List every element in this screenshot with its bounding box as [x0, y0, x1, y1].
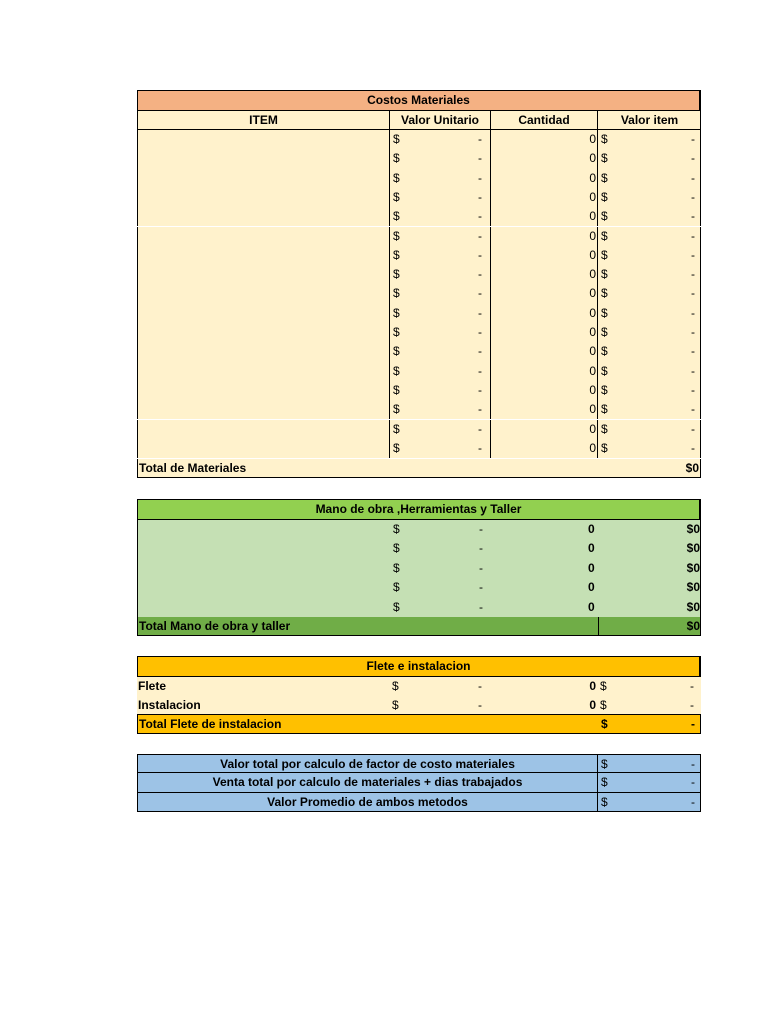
summary-currency: $ — [601, 757, 608, 771]
quantity: 0 — [589, 247, 596, 262]
materials-item-cell — [138, 227, 390, 246]
item-value: - — [691, 382, 695, 397]
quantity: 0 — [589, 325, 596, 339]
item-currency: $ — [601, 440, 608, 455]
unit-value: - — [478, 151, 482, 166]
unit-currency: $ — [393, 151, 400, 166]
item-value: - — [691, 247, 695, 262]
materials-item-cell — [138, 323, 390, 342]
summary-value-cell — [598, 755, 701, 772]
materials-row — [137, 265, 701, 284]
labor-title-bar — [137, 499, 701, 520]
materials-title: Costos Materiales — [367, 93, 470, 107]
materials-unit-value-cell — [390, 362, 491, 381]
quantity: 0 — [589, 344, 596, 359]
materials-unit-value-cell — [390, 207, 491, 226]
materials-item-cell — [138, 149, 390, 168]
materials-unit-value-cell — [390, 246, 491, 265]
unit-value: - — [479, 580, 483, 595]
freight-row — [137, 696, 701, 715]
labor-row — [137, 539, 701, 558]
item-currency: $ — [601, 247, 608, 262]
materials-total-label: Total de Materiales — [139, 461, 247, 475]
materials-unit-value-cell — [390, 130, 491, 149]
quantity: 0 — [589, 440, 596, 455]
materials-quantity-cell — [491, 400, 598, 419]
materials-row — [137, 207, 701, 226]
summary-label: Valor total por calculo de factor de costo materiales — [138, 755, 598, 772]
item-currency: $ — [601, 132, 608, 146]
quantity: 0 — [589, 382, 596, 397]
materials-item-cell — [138, 342, 390, 361]
unit-value: - — [479, 560, 483, 575]
item-value: - — [691, 402, 695, 417]
quantity: 0 — [589, 132, 596, 146]
column-header-item-value: Valor item — [620, 113, 679, 127]
materials-quantity-cell — [491, 420, 598, 439]
materials-header-row — [137, 111, 701, 130]
item-value: $0 — [686, 541, 700, 556]
item-currency: $ — [601, 151, 608, 166]
materials-item-cell — [138, 439, 390, 458]
materials-row — [137, 284, 701, 303]
item-currency: $ — [601, 286, 608, 301]
unit-value: - — [478, 170, 482, 185]
item-currency: $ — [601, 305, 608, 320]
quantity: 0 — [589, 421, 596, 436]
column-header-unit-value: Valor Unitario — [390, 111, 491, 129]
unit-currency: $ — [392, 697, 399, 712]
item-value: - — [690, 679, 694, 693]
unit-currency: $ — [393, 402, 400, 417]
item-value: - — [691, 151, 695, 166]
materials-quantity-cell — [491, 323, 598, 342]
materials-row — [137, 130, 701, 149]
unit-value: - — [478, 421, 482, 436]
labor-total-row — [137, 617, 701, 636]
materials-quantity-cell — [491, 265, 598, 284]
materials-item-cell — [138, 246, 390, 265]
quantity: 0 — [588, 599, 595, 614]
materials-quantity-cell — [491, 130, 598, 149]
unit-value: - — [478, 132, 482, 146]
materials-item-cell — [138, 169, 390, 188]
materials-quantity-cell — [491, 169, 598, 188]
materials-quantity-cell — [491, 188, 598, 207]
materials-item-value-cell — [598, 362, 701, 381]
unit-value: - — [478, 440, 482, 455]
item-currency: $ — [601, 421, 608, 436]
unit-currency: $ — [392, 679, 399, 693]
summary-value-cell — [598, 773, 701, 791]
unit-value: - — [478, 189, 482, 204]
labor-row — [137, 598, 701, 617]
freight-total-row — [137, 714, 701, 734]
freight-total-label: Total Flete de instalacion — [139, 717, 282, 731]
unit-currency: $ — [393, 267, 400, 282]
quantity: 0 — [588, 580, 595, 595]
materials-quantity-cell — [491, 149, 598, 168]
materials-quantity-cell — [491, 362, 598, 381]
freight-label: Flete — [138, 679, 167, 693]
item-value: - — [691, 421, 695, 436]
summary-currency: $ — [601, 794, 608, 809]
materials-item-cell — [138, 130, 390, 149]
materials-item-cell — [138, 304, 390, 323]
materials-quantity-cell — [491, 284, 598, 303]
item-value: - — [691, 305, 695, 320]
materials-row — [137, 342, 701, 361]
quantity: 0 — [588, 560, 595, 575]
item-value: - — [691, 363, 695, 378]
unit-currency: $ — [393, 228, 400, 243]
materials-row — [137, 381, 701, 400]
materials-unit-value-cell — [390, 420, 491, 439]
unit-value: - — [479, 599, 483, 614]
materials-item-value-cell — [598, 169, 701, 188]
materials-item-value-cell — [598, 188, 701, 207]
item-currency: $ — [601, 402, 608, 417]
item-currency: $ — [601, 363, 608, 378]
item-currency: $ — [601, 189, 608, 204]
labor-row — [137, 520, 701, 539]
freight-row — [137, 677, 701, 696]
materials-row — [137, 323, 701, 342]
materials-item-value-cell — [598, 207, 701, 226]
materials-item-cell — [138, 284, 390, 303]
materials-item-cell — [138, 420, 390, 439]
materials-item-value-cell — [598, 420, 701, 439]
freight-item-value-cell — [597, 677, 700, 696]
item-currency: $ — [600, 679, 607, 693]
materials-quantity-cell — [491, 207, 598, 226]
unit-currency: $ — [393, 541, 400, 556]
quantity: 0 — [589, 697, 596, 712]
materials-row — [137, 420, 701, 439]
freight-item-value-cell — [597, 696, 700, 715]
materials-item-value-cell — [598, 400, 701, 419]
unit-value: - — [478, 382, 482, 397]
item-value: - — [691, 344, 695, 359]
materials-title-bar — [137, 90, 701, 111]
unit-currency: $ — [393, 209, 400, 224]
item-currency: $ — [601, 325, 608, 339]
materials-unit-value-cell — [390, 188, 491, 207]
unit-currency: $ — [393, 382, 400, 397]
quantity: 0 — [589, 402, 596, 417]
labor-unit-value-cell — [390, 598, 491, 617]
quantity: 0 — [589, 228, 596, 243]
freight-unit-value-cell — [389, 677, 490, 696]
materials-row — [137, 362, 701, 381]
unit-value: - — [478, 305, 482, 320]
unit-currency: $ — [393, 189, 400, 204]
unit-value: - — [478, 286, 482, 301]
labor-row — [137, 578, 701, 597]
unit-value: - — [478, 402, 482, 417]
item-value: - — [690, 697, 694, 712]
unit-value: - — [479, 541, 483, 556]
quantity: 0 — [588, 541, 595, 556]
materials-unit-value-cell — [390, 265, 491, 284]
materials-item-cell — [138, 400, 390, 419]
materials-row — [137, 400, 701, 419]
freight-title: Flete e instalacion — [366, 659, 471, 673]
item-value: - — [691, 209, 695, 224]
item-value: $0 — [686, 522, 700, 536]
unit-currency: $ — [393, 440, 400, 455]
item-currency: $ — [601, 267, 608, 282]
materials-item-value-cell — [598, 227, 701, 246]
unit-currency: $ — [393, 522, 400, 536]
materials-unit-value-cell — [390, 284, 491, 303]
labor-total-value: $0 — [686, 619, 700, 633]
summary-value: - — [691, 775, 695, 790]
item-value: - — [691, 267, 695, 282]
labor-unit-value-cell — [390, 559, 491, 578]
unit-currency: $ — [393, 286, 400, 301]
materials-item-cell — [138, 362, 390, 381]
item-value: $0 — [686, 560, 700, 575]
summary-currency: $ — [601, 775, 608, 790]
quantity: 0 — [589, 170, 596, 185]
unit-currency: $ — [393, 599, 400, 614]
unit-currency: $ — [393, 560, 400, 575]
unit-value: - — [478, 344, 482, 359]
unit-value: - — [478, 247, 482, 262]
materials-item-value-cell — [598, 381, 701, 400]
summary-row — [137, 754, 701, 773]
quantity: 0 — [589, 363, 596, 378]
materials-row — [137, 227, 701, 246]
unit-currency: $ — [393, 305, 400, 320]
item-value: $0 — [686, 599, 700, 614]
materials-item-cell — [138, 265, 390, 284]
summary-value: - — [691, 794, 695, 809]
materials-item-value-cell — [598, 323, 701, 342]
materials-row — [137, 169, 701, 188]
materials-total-value: $0 — [685, 461, 699, 475]
materials-quantity-cell — [491, 381, 598, 400]
item-value: - — [691, 132, 695, 146]
item-value: - — [691, 325, 695, 339]
summary-label: Valor Promedio de ambos metodos — [138, 793, 598, 811]
materials-unit-value-cell — [390, 149, 491, 168]
unit-value: - — [478, 267, 482, 282]
unit-value: - — [479, 522, 483, 536]
labor-row — [137, 559, 701, 578]
materials-item-value-cell — [598, 265, 701, 284]
unit-value: - — [478, 363, 482, 378]
materials-item-value-cell — [598, 246, 701, 265]
quantity: 0 — [589, 305, 596, 320]
unit-value: - — [478, 209, 482, 224]
materials-row — [137, 439, 701, 458]
quantity: 0 — [589, 286, 596, 301]
column-header-quantity: Cantidad — [491, 111, 598, 129]
unit-currency: $ — [393, 132, 400, 146]
summary-label: Venta total por calculo de materiales + dias trabajados — [138, 773, 598, 791]
item-currency: $ — [600, 697, 607, 712]
materials-total-row — [137, 459, 701, 478]
quantity: 0 — [589, 151, 596, 166]
materials-item-value-cell — [598, 439, 701, 458]
materials-unit-value-cell — [390, 400, 491, 419]
unit-currency: $ — [393, 170, 400, 185]
freight-total-value: - — [691, 717, 695, 731]
freight-total-currency: $ — [601, 717, 608, 731]
materials-item-cell — [138, 188, 390, 207]
materials-quantity-cell — [491, 227, 598, 246]
unit-currency: $ — [393, 325, 400, 339]
materials-row — [137, 149, 701, 168]
unit-currency: $ — [393, 580, 400, 595]
summary-row — [137, 773, 701, 792]
unit-value: - — [478, 679, 482, 693]
materials-row — [137, 188, 701, 207]
item-currency: $ — [601, 382, 608, 397]
materials-item-value-cell — [598, 342, 701, 361]
unit-value: - — [478, 228, 482, 243]
item-currency: $ — [601, 344, 608, 359]
item-value: - — [691, 189, 695, 204]
materials-unit-value-cell — [390, 323, 491, 342]
unit-currency: $ — [393, 421, 400, 436]
materials-unit-value-cell — [390, 227, 491, 246]
materials-item-value-cell — [598, 304, 701, 323]
quantity: 0 — [589, 679, 596, 693]
materials-unit-value-cell — [390, 169, 491, 188]
materials-item-cell — [138, 381, 390, 400]
labor-unit-value-cell — [390, 520, 491, 539]
materials-unit-value-cell — [390, 342, 491, 361]
quantity: 0 — [589, 189, 596, 204]
quantity: 0 — [589, 209, 596, 224]
materials-unit-value-cell — [390, 439, 491, 458]
item-value: $0 — [686, 580, 700, 595]
item-currency: $ — [601, 228, 608, 243]
materials-row — [137, 246, 701, 265]
materials-quantity-cell — [491, 246, 598, 265]
unit-currency: $ — [393, 247, 400, 262]
quantity: 0 — [589, 267, 596, 282]
materials-row — [137, 304, 701, 323]
materials-item-value-cell — [598, 149, 701, 168]
materials-quantity-cell — [491, 342, 598, 361]
item-currency: $ — [601, 170, 608, 185]
materials-item-value-cell — [598, 284, 701, 303]
labor-total-label: Total Mano de obra y taller — [139, 619, 291, 633]
item-currency: $ — [601, 209, 608, 224]
unit-value: - — [478, 325, 482, 339]
freight-total-value-cell — [598, 715, 701, 733]
freight-label: Instalacion — [138, 697, 201, 712]
materials-unit-value-cell — [390, 304, 491, 323]
summary-value-cell — [598, 793, 701, 811]
labor-unit-value-cell — [390, 578, 491, 597]
materials-unit-value-cell — [390, 381, 491, 400]
column-header-item: ITEM — [138, 111, 390, 129]
item-value: - — [691, 170, 695, 185]
item-value: - — [691, 228, 695, 243]
materials-quantity-cell — [491, 439, 598, 458]
unit-value: - — [478, 697, 482, 712]
materials-item-cell — [138, 207, 390, 226]
materials-quantity-cell — [491, 304, 598, 323]
item-value: - — [691, 286, 695, 301]
freight-title-bar — [137, 656, 701, 677]
item-value: - — [691, 440, 695, 455]
materials-item-value-cell — [598, 130, 701, 149]
summary-row — [137, 793, 701, 812]
unit-currency: $ — [393, 344, 400, 359]
quantity: 0 — [588, 522, 595, 536]
freight-unit-value-cell — [389, 696, 490, 715]
labor-title: Mano de obra ,Herramientas y Taller — [315, 502, 522, 516]
summary-value: - — [691, 757, 695, 771]
unit-currency: $ — [393, 363, 400, 378]
labor-unit-value-cell — [390, 539, 491, 558]
